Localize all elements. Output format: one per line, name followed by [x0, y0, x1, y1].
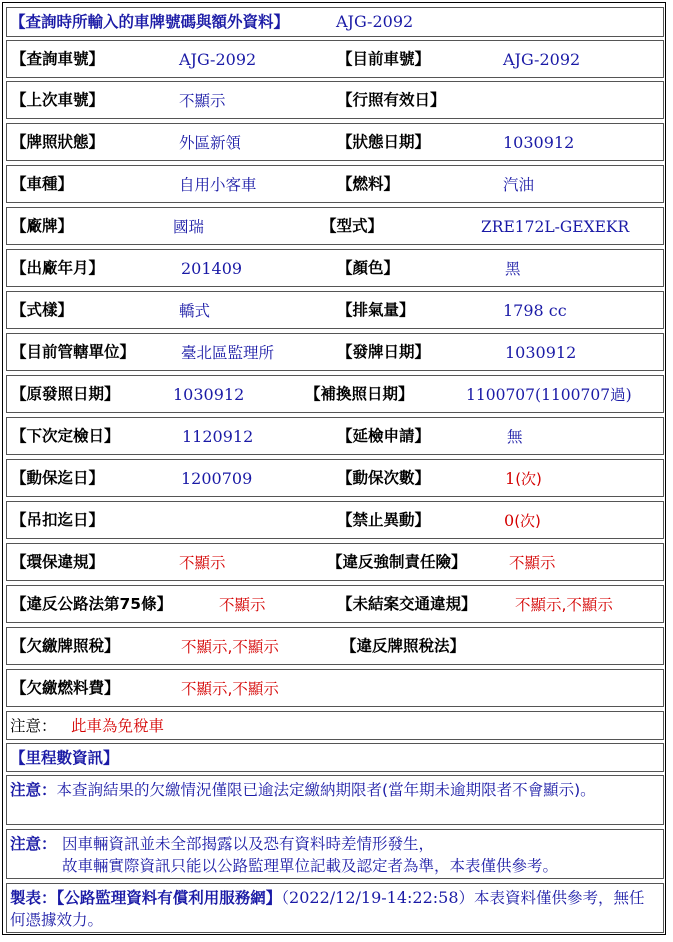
notice-arrears: [6, 775, 664, 825]
field-label: 【排氣量】: [337, 301, 415, 319]
field-value: 1030912: [173, 385, 245, 404]
tax-note: [6, 711, 664, 740]
field-label: 【目前管轄單位】: [11, 343, 136, 361]
field-label: 【未結案交通違規】: [337, 595, 477, 613]
field-label: 【吊扣迄日】: [11, 511, 105, 529]
table-row: [6, 669, 664, 707]
field-label: 【禁止異動】: [337, 511, 431, 529]
field-value: 不顯示,不顯示: [515, 596, 613, 614]
footer-timestamp: 2022/12/19-14:22:58: [289, 888, 459, 907]
field-value: 轎式: [179, 302, 211, 320]
table-row: [6, 459, 664, 497]
field-value: 臺北區監理所: [181, 344, 275, 362]
table-row: [6, 123, 664, 161]
notice-disclaimer: [6, 829, 664, 879]
report-footer: [6, 883, 664, 933]
field-label: 【發牌日期】: [337, 343, 431, 361]
field-label: 【欠繳燃料費】: [11, 679, 120, 697]
lien-count-number: 1: [505, 469, 516, 488]
mileage-title: 【里程數資訊】: [10, 749, 119, 767]
field-value: 1798 cc: [503, 301, 567, 320]
notice-arrears-text: 本查詢結果的欠繳情況僅限已逾法定繳納期限者(當年期未逾期限者不會顯示)。: [56, 781, 596, 799]
footer-body: [10, 887, 658, 931]
header-plate: AJG-2092: [336, 12, 414, 31]
field-value: AJG-2092: [503, 50, 581, 69]
field-label: 【下次定檢日】: [11, 427, 120, 445]
notice-arrears-label: 注意：: [10, 781, 57, 799]
table-row: [6, 417, 664, 455]
field-value: 無: [507, 428, 523, 446]
field-value: 黑: [505, 260, 521, 278]
field-value: 不顯示: [219, 596, 266, 614]
field-value: [505, 469, 542, 489]
field-label: 【補換照日期】: [305, 385, 414, 403]
table-row: [6, 627, 664, 665]
footer-text: 本表資料僅供參考，無任何憑據效力。: [10, 889, 645, 929]
transfer-ban-number: 0: [504, 511, 515, 530]
notice-disclaimer-line2: 故車輛實際資訊只能以公路監理單位記載及認定者為準，本表僅供參考。: [62, 857, 559, 875]
field-label: 【動保次數】: [337, 469, 431, 487]
field-label: 【目前車號】: [337, 50, 431, 68]
field-value: 1200709: [181, 469, 253, 488]
field-value: 1120912: [182, 427, 254, 446]
field-label: 【原發照日期】: [11, 385, 120, 403]
field-label: 【式樣】: [11, 301, 74, 319]
notice-arrears-body: [10, 779, 658, 801]
field-label: 【型式】: [321, 217, 384, 235]
field-value: 汽油: [503, 176, 535, 194]
field-label: 【燃料】: [337, 175, 400, 193]
tax-note-text: 此車為免稅車: [71, 717, 165, 735]
field-label: 【狀態日期】: [337, 133, 431, 151]
table-row: [6, 165, 664, 203]
table-row: [6, 375, 664, 413]
table-row: [6, 291, 664, 329]
field-label: 【違反強制責任險】: [327, 553, 467, 571]
lien-count-unit: (次): [515, 470, 542, 488]
footer-label: 製表：: [10, 889, 57, 907]
footer-open: （: [281, 889, 290, 907]
field-value: 201409: [181, 259, 243, 278]
field-value: 1030912: [503, 133, 575, 152]
table-row: [6, 40, 664, 78]
transfer-ban-unit: (次): [514, 512, 541, 530]
notice-disclaimer-line1: 因車輛資訊並未全部揭露以及恐有資料時差情形發生，: [62, 835, 435, 853]
footer-close: ）: [458, 889, 475, 907]
table-row: [6, 333, 664, 371]
field-label: 【欠繳牌照稅】: [11, 637, 120, 655]
field-value: 不顯示,不顯示: [181, 638, 279, 656]
field-value: 自用小客車: [179, 176, 257, 194]
report-header: [6, 7, 664, 37]
field-label: 【牌照狀態】: [11, 133, 105, 151]
table-row: [6, 207, 664, 245]
table-row: [6, 81, 664, 119]
table-row: [6, 585, 664, 623]
notice-disclaimer-label: 注意：: [10, 835, 57, 853]
table-row: [6, 543, 664, 581]
field-value: AJG-2092: [179, 50, 257, 69]
field-label: 【車種】: [11, 175, 74, 193]
field-value: 不顯示: [509, 554, 556, 572]
field-label: 【動保迄日】: [11, 469, 105, 487]
field-label: 【上次車號】: [11, 91, 105, 109]
tax-note-label: 注意：: [10, 717, 57, 735]
field-label: 【查詢車號】: [11, 50, 105, 68]
field-label: 【違反牌照稅法】: [341, 637, 466, 655]
field-value: 1100707(1100707過): [466, 386, 632, 404]
field-value: 1030912: [505, 343, 577, 362]
header-title: 【查詢時所輸入的車牌號碼與額外資料】: [10, 13, 290, 31]
footer-source: 【公路監理資料有償利用服務網】: [56, 889, 282, 907]
field-label: 【出廠年月】: [11, 259, 105, 277]
table-row: [6, 501, 664, 539]
field-label: 【延檢申請】: [337, 427, 431, 445]
field-value: 不顯示: [179, 554, 226, 572]
table-row: [6, 249, 664, 287]
field-label: 【違反公路法第75條】: [11, 595, 173, 613]
field-value: 國瑞: [173, 218, 205, 236]
field-value: 不顯示: [179, 92, 226, 110]
field-label: 【顏色】: [337, 259, 400, 277]
field-value: 不顯示,不顯示: [181, 680, 279, 698]
field-label: 【廠牌】: [11, 217, 74, 235]
field-label: 【環保違規】: [11, 553, 105, 571]
field-value: [504, 511, 541, 531]
mileage-section: [6, 743, 664, 772]
field-value: ZRE172L-GEXEKR: [481, 218, 630, 236]
field-value: 外區新領: [179, 134, 242, 152]
field-label: 【行照有效日】: [337, 91, 446, 109]
